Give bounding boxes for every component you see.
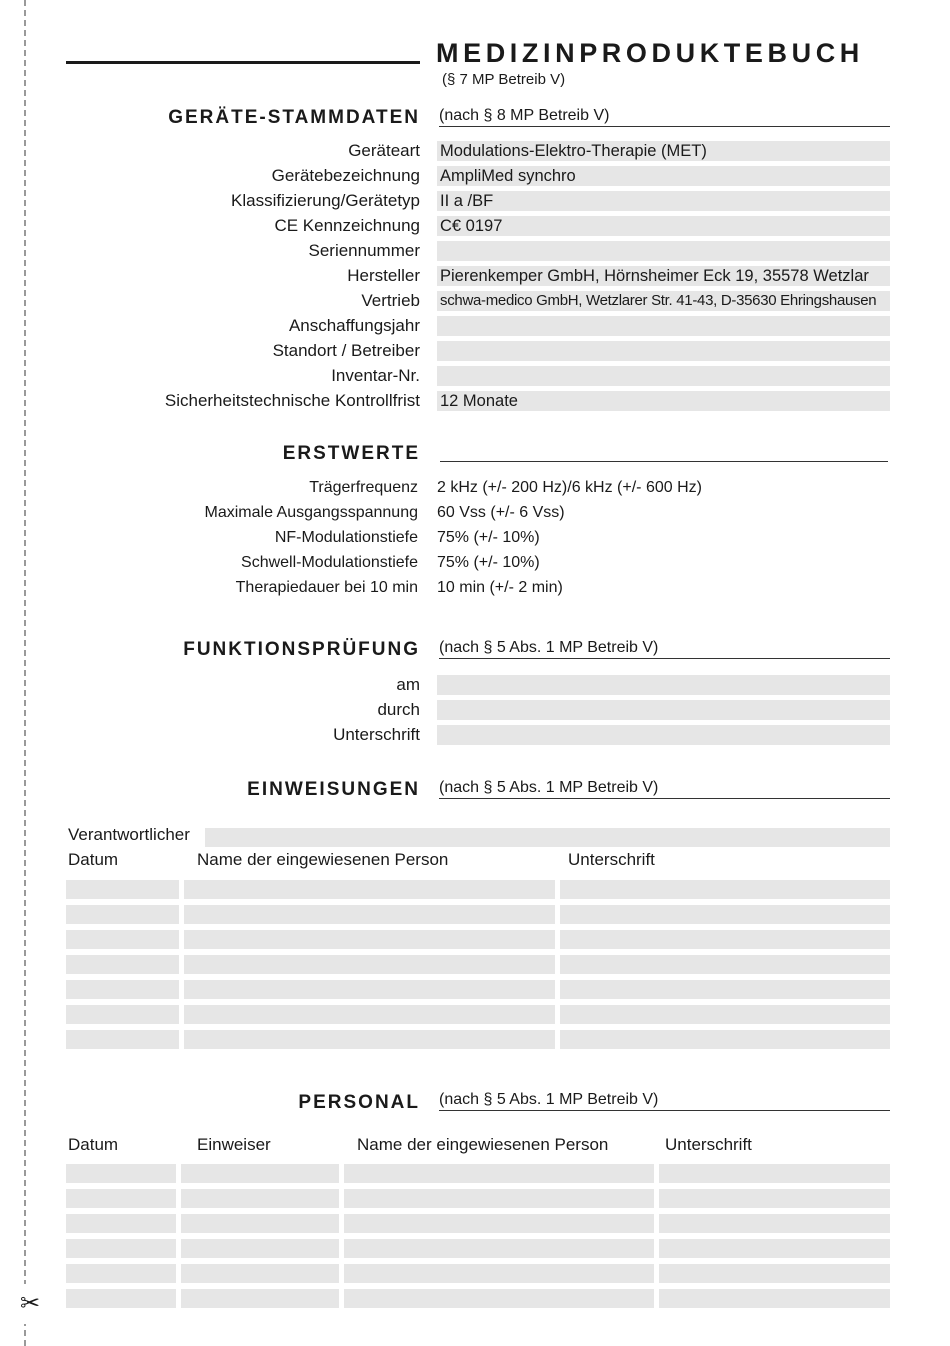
table-cell[interactable] [344,1239,654,1258]
label-nf-modulationstiefe: NF-Modulationstiefe [274,529,418,546]
personal-col-einweiser: Einweiser [197,1135,271,1154]
table-cell[interactable] [184,1005,555,1024]
table-cell[interactable] [66,880,179,899]
table-cell[interactable] [181,1289,339,1308]
label-ce-kennzeichnung: CE Kennzeichnung [274,216,420,235]
table-cell[interactable] [66,1164,176,1183]
label-vertrieb: Vertrieb [361,291,420,310]
table-cell[interactable] [184,880,555,899]
table-cell[interactable] [659,1164,890,1183]
table-cell[interactable] [560,880,890,899]
page-title: MEDIZINPRODUKTEBUCH [436,38,864,68]
table-cell[interactable] [659,1289,890,1308]
field-am[interactable] [437,675,890,695]
table-cell[interactable] [659,1214,890,1233]
table-cell[interactable] [560,1005,890,1024]
label-schwell-modulationstiefe: Schwell-Modulationstiefe [241,554,418,571]
table-cell[interactable] [560,905,890,924]
label-traegerfrequenz: Trägerfrequenz [309,479,418,496]
value-therapiedauer: 10 min (+/- 2 min) [437,579,563,596]
funktion-heading: FUNKTIONSPRÜFUNG [183,639,420,660]
erstwerte-heading: ERSTWERTE [282,443,420,464]
table-cell[interactable] [181,1239,339,1258]
erstwerte-rule [440,442,888,462]
field-ce-kennzeichnung[interactable]: C€ 0197 [437,216,890,236]
table-cell[interactable] [184,905,555,924]
cut-line [24,0,26,1346]
field-kontrollfrist[interactable]: 12 Monate [437,391,890,411]
field-geraetebezeichnung[interactable]: AmpliMed synchro [437,166,890,186]
label-kontrollfrist: Sicherheitstechnische Kontrollfrist [164,391,420,410]
label-geraetebezeichnung: Gerätebezeichnung [271,166,420,185]
table-cell[interactable] [181,1164,339,1183]
value-nf-modulationstiefe: 75% (+/- 10%) [437,529,540,546]
table-cell[interactable] [66,905,179,924]
table-cell[interactable] [184,955,555,974]
einweisungen-col-datum: Datum [68,850,119,869]
table-cell[interactable] [184,980,555,999]
field-inventar-nr[interactable] [437,366,890,386]
label-unterschrift: Unterschrift [333,725,420,744]
table-cell[interactable] [66,1005,179,1024]
table-cell[interactable] [560,955,890,974]
table-cell[interactable] [66,955,179,974]
table-cell[interactable] [66,980,179,999]
personal-col-datum: Datum [68,1135,119,1154]
label-anschaffungsjahr: Anschaffungsjahr [288,316,420,335]
label-hersteller: Hersteller [347,266,420,285]
label-therapiedauer: Therapiedauer bei 10 min [235,579,418,596]
field-hersteller[interactable]: Pierenkemper GmbH, Hörnsheimer Eck 19, 35578 Wetzlar [437,266,890,286]
table-cell[interactable] [184,1030,555,1049]
field-standort[interactable] [437,341,890,361]
label-standort: Standort / Betreiber [272,341,420,360]
personal-ref: (nach § 5 Abs. 1 MP Betreib V) [439,1090,890,1111]
table-cell[interactable] [560,980,890,999]
value-traegerfrequenz: 2 kHz (+/- 200 Hz)/6 kHz (+/- 600 Hz) [437,479,702,496]
label-ausgangsspannung: Maximale Ausgangsspannung [204,504,418,521]
field-klassifizierung[interactable]: II a /BF [437,191,890,211]
table-cell[interactable] [66,1030,179,1049]
value-schwell-modulationstiefe: 75% (+/- 10%) [437,554,540,571]
table-cell[interactable] [344,1189,654,1208]
page-subtitle: (§ 7 MP Betreib V) [442,71,566,88]
field-seriennummer[interactable] [437,241,890,261]
einweisungen-heading: EINWEISUNGEN [247,779,420,800]
label-geraeteart: Geräteart [348,141,420,160]
table-cell[interactable] [560,930,890,949]
table-cell[interactable] [181,1264,339,1283]
label-inventar-nr: Inventar-Nr. [331,366,420,385]
funktion-ref: (nach § 5 Abs. 1 MP Betreib V) [439,638,890,659]
label-durch: durch [377,700,420,719]
label-klassifizierung: Klassifizierung/Gerätetyp [231,191,420,210]
table-cell[interactable] [66,1239,176,1258]
field-durch[interactable] [437,700,890,720]
stammdaten-ref: (nach § 8 MP Betreib V) [439,106,890,127]
value-ausgangsspannung: 60 Vss (+/- 6 Vss) [437,504,565,521]
table-cell[interactable] [344,1289,654,1308]
scissors-icon: ✂ [20,1284,48,1324]
einweisungen-col-unterschrift: Unterschrift [568,850,655,869]
table-cell[interactable] [659,1189,890,1208]
table-cell[interactable] [66,930,179,949]
field-unterschrift[interactable] [437,725,890,745]
table-cell[interactable] [66,1289,176,1308]
personal-heading: PERSONAL [298,1092,420,1113]
einweisungen-col-name: Name der eingewiesenen Person [197,850,449,869]
table-cell[interactable] [66,1264,176,1283]
stammdaten-heading: GERÄTE-STAMMDATEN [168,107,420,128]
personal-col-unterschrift: Unterschrift [665,1135,752,1154]
label-verantwortlicher: Verantwortlicher [68,825,190,844]
table-cell[interactable] [659,1239,890,1258]
table-cell[interactable] [560,1030,890,1049]
table-cell[interactable] [344,1214,654,1233]
field-vertrieb[interactable]: schwa-medico GmbH, Wetzlarer Str. 41-43, D-35630 Ehringshausen [437,291,890,311]
field-anschaffungsjahr[interactable] [437,316,890,336]
table-cell[interactable] [181,1189,339,1208]
field-verantwortlicher[interactable] [205,828,890,847]
table-cell[interactable] [66,1189,176,1208]
table-cell[interactable] [344,1164,654,1183]
label-am: am [396,675,420,694]
table-cell[interactable] [344,1264,654,1283]
table-cell[interactable] [184,930,555,949]
field-geraeteart[interactable]: Modulations-Elektro-Therapie (MET) [437,141,890,161]
label-seriennummer: Seriennummer [308,241,420,260]
table-cell[interactable] [66,1214,176,1233]
title-rule [66,61,420,64]
table-cell[interactable] [659,1264,890,1283]
table-cell[interactable] [181,1214,339,1233]
personal-col-name: Name der eingewiesenen Person [357,1135,609,1154]
einweisungen-ref: (nach § 5 Abs. 1 MP Betreib V) [439,778,890,799]
